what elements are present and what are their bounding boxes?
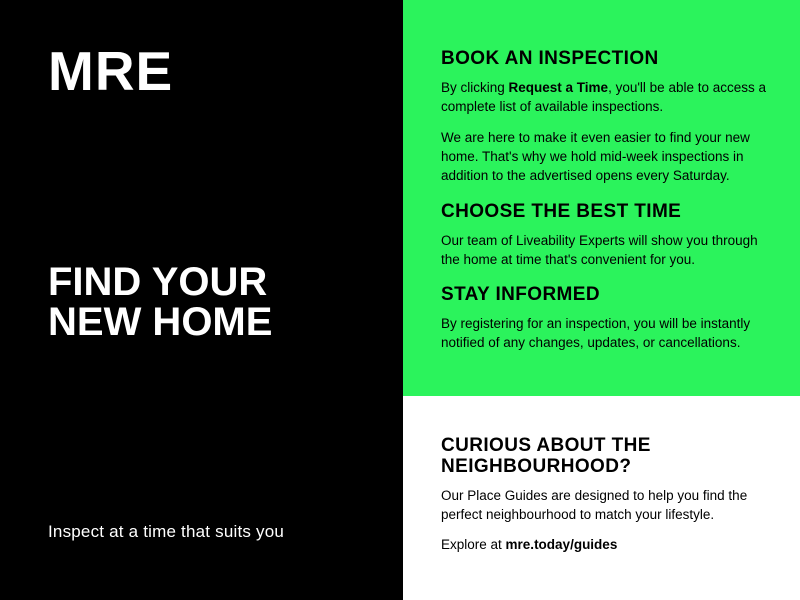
inspection-info-panel — [403, 0, 800, 396]
guides-link[interactable]: mre.today/guides — [505, 537, 618, 553]
page-title — [48, 262, 272, 342]
explore-line — [441, 535, 770, 554]
explore-prefix: Explore at — [441, 537, 506, 553]
request-a-time-emphasis: Request a Time — [508, 80, 609, 96]
book-paragraph-prefix: By clicking — [441, 80, 509, 96]
section-stay-informed — [441, 284, 770, 353]
section-choose-paragraph-1: Our team of Liveability Experts will show you through the home at time that's convenient for you. — [441, 233, 758, 268]
section-title-choose-the-best-time: CHOOSE THE BEST TIME — [441, 201, 682, 223]
tagline: Inspect at a time that suits you — [48, 522, 285, 541]
page-title-line-1: FIND YOUR — [48, 260, 268, 304]
section-book-paragraph-2: We are here to make it even easier to find your new home. That's why we hold mid-week inspections in addition to the advertised opens every Saturday. — [441, 129, 750, 183]
section-title-stay-informed: STAY INFORMED — [441, 283, 600, 305]
section-book-paragraph-1 — [441, 78, 770, 116]
section-title-book-an-inspection: BOOK AN INSPECTION — [441, 48, 659, 69]
neighbourhood-title-line-2: NEIGHBOURHOOD? — [441, 455, 632, 477]
right-column — [403, 0, 800, 600]
page-title-line-2: NEW HOME — [48, 300, 273, 344]
neighbourhood-paragraph: Our Place Guides are designed to help you find the perfect neighbourhood to match your lifestyle. — [441, 488, 748, 523]
section-book-an-inspection — [441, 48, 770, 185]
section-stay-informed-paragraph-1: By registering for an inspection, you will be instantly notified of any changes, updates, or cancellations. — [441, 315, 751, 351]
book-paragraph-suffix: , you'll be able to access a complete list of available inspections. — [441, 80, 766, 115]
neighbourhood-panel — [403, 396, 800, 600]
section-title-neighbourhood — [441, 436, 770, 477]
neighbourhood-title-line-1: CURIOUS ABOUT THE — [441, 435, 651, 456]
section-choose-the-best-time — [441, 201, 770, 270]
brand-logo: MRE — [48, 40, 174, 102]
